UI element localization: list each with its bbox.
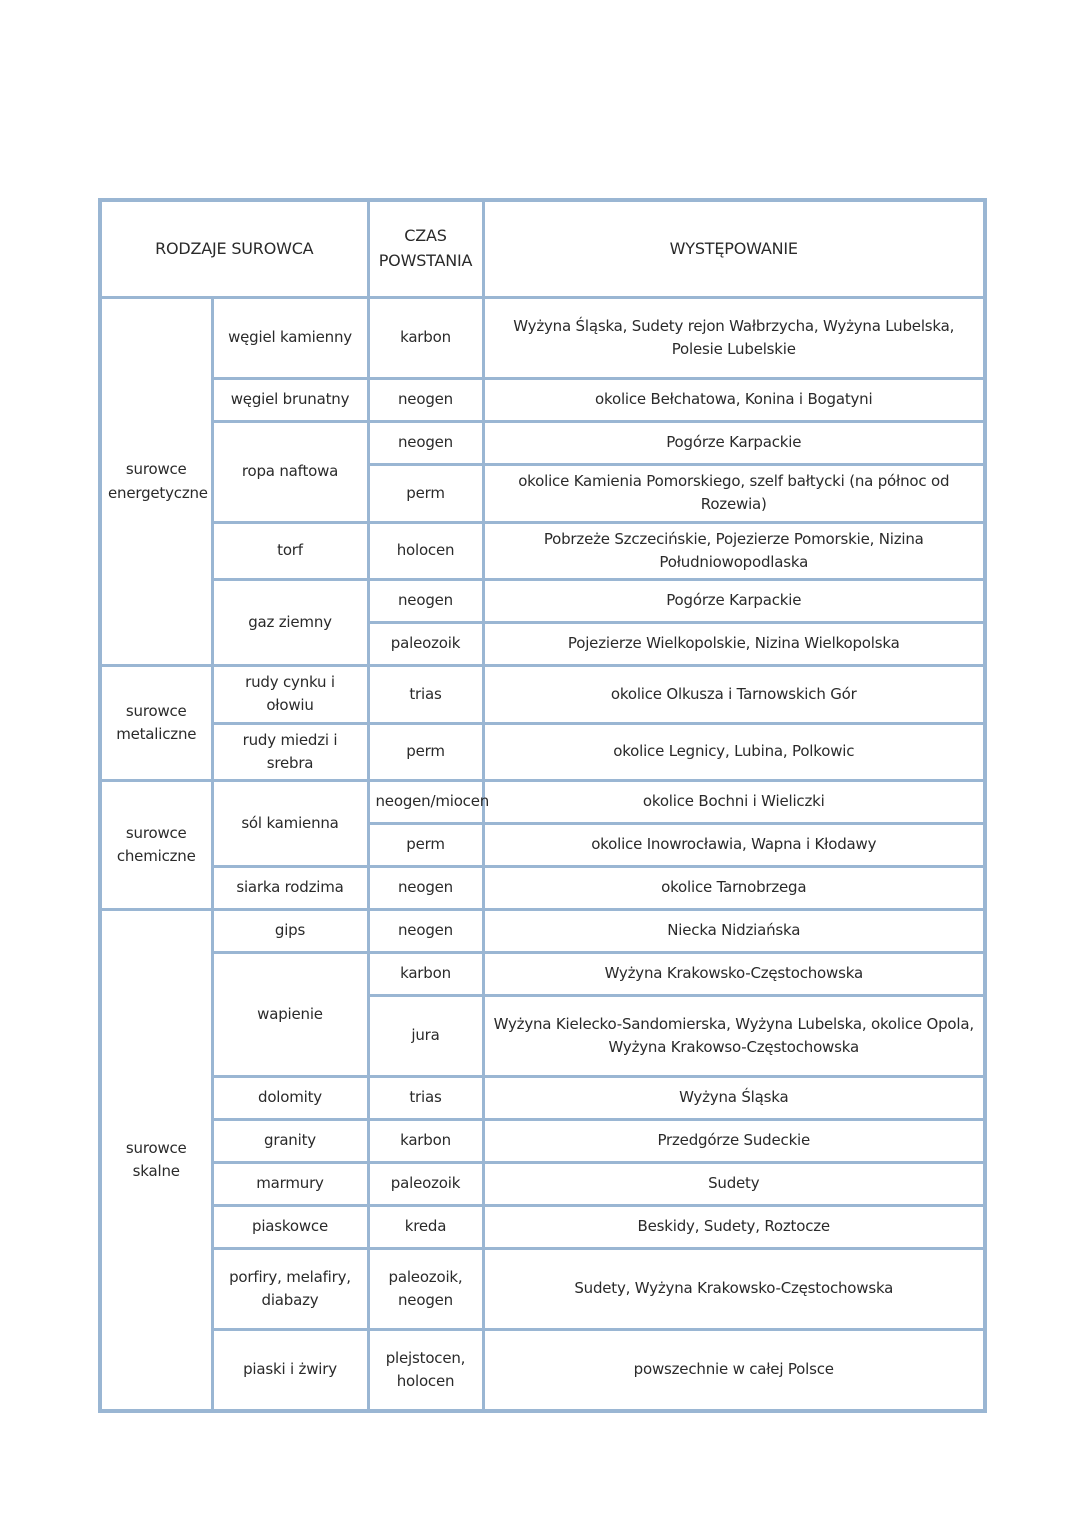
header-row <box>100 200 985 298</box>
table-row <box>100 422 985 465</box>
occurrence: okolice Bełchatowa, Konina i Bogatyni <box>483 379 985 422</box>
formation-time: trias <box>368 1077 483 1120</box>
category-metallic: surowce metaliczne <box>100 666 212 781</box>
table-row <box>100 522 985 580</box>
occurrence: powszechnie w całej Polsce <box>483 1330 985 1412</box>
table-row <box>100 298 985 379</box>
table-row <box>100 1163 985 1206</box>
occurrence: Pobrzeże Szczecińskie, Pojezierze Pomorskie, Nizina Południowopodlaska <box>483 522 985 580</box>
mineral-name: ropa naftowa <box>212 422 368 523</box>
occurrence: Pojezierze Wielkopolskie, Nizina Wielkopolska <box>483 623 985 666</box>
formation-time: jura <box>368 996 483 1077</box>
table-row <box>100 953 985 996</box>
occurrence: Wyżyna Śląska, Sudety rejon Wałbrzycha, Wyżyna Lubelska, Polesie Lubelskie <box>483 298 985 379</box>
table-row <box>100 1330 985 1412</box>
table-row <box>100 379 985 422</box>
minerals-table-container <box>98 198 983 1413</box>
occurrence: Przedgórze Sudeckie <box>483 1120 985 1163</box>
occurrence: Sudety, Wyżyna Krakowsko-Częstochowska <box>483 1249 985 1330</box>
occurrence: okolice Kamienia Pomorskiego, szelf bałtycki (na północ od Rozewia) <box>483 465 985 523</box>
occurrence: okolice Tarnobrzega <box>483 867 985 910</box>
occurrence: Wyżyna Kielecko-Sandomierska, Wyżyna Lubelska, okolice Opola, Wyżyna Krakowso-Częstochowska <box>483 996 985 1077</box>
occurrence: Niecka Nidziańska <box>483 910 985 953</box>
mineral-name: węgiel kamienny <box>212 298 368 379</box>
formation-time: paleozoik, neogen <box>368 1249 483 1330</box>
occurrence: Beskidy, Sudety, Roztocze <box>483 1206 985 1249</box>
occurrence: Pogórze Karpackie <box>483 580 985 623</box>
formation-time: kreda <box>368 1206 483 1249</box>
mineral-name: gips <box>212 910 368 953</box>
category-chemical: surowce chemiczne <box>100 781 212 910</box>
mineral-name: porfiry, melafiry, diabazy <box>212 1249 368 1330</box>
mineral-name: węgiel brunatny <box>212 379 368 422</box>
table-row <box>100 1249 985 1330</box>
category-energy: surowce energetyczne <box>100 298 212 666</box>
category-rock: surowce skalne <box>100 910 212 1412</box>
mineral-name: torf <box>212 522 368 580</box>
formation-time: neogen/miocen <box>368 781 483 824</box>
table-row <box>100 723 985 781</box>
formation-time: neogen <box>368 910 483 953</box>
mineral-name: rudy miedzi i srebra <box>212 723 368 781</box>
formation-time: paleozoik <box>368 1163 483 1206</box>
formation-time: karbon <box>368 298 483 379</box>
formation-time: paleozoik <box>368 623 483 666</box>
formation-time: perm <box>368 723 483 781</box>
header-occurrence: WYSTĘPOWANIE <box>483 200 985 298</box>
occurrence: Wyżyna Śląska <box>483 1077 985 1120</box>
formation-time: trias <box>368 666 483 724</box>
minerals-table <box>98 198 987 1413</box>
formation-time: neogen <box>368 867 483 910</box>
occurrence: Pogórze Karpackie <box>483 422 985 465</box>
table-row <box>100 781 985 824</box>
table-row <box>100 1120 985 1163</box>
formation-time: perm <box>368 465 483 523</box>
table-row <box>100 1077 985 1120</box>
table-row <box>100 867 985 910</box>
occurrence: okolice Legnicy, Lubina, Polkowic <box>483 723 985 781</box>
formation-time: perm <box>368 824 483 867</box>
mineral-name: piaski i żwiry <box>212 1330 368 1412</box>
occurrence: Wyżyna Krakowsko-Częstochowska <box>483 953 985 996</box>
formation-time: neogen <box>368 422 483 465</box>
header-time: CZAS POWSTANIA <box>368 200 483 298</box>
mineral-name: siarka rodzima <box>212 867 368 910</box>
occurrence: okolice Bochni i Wieliczki <box>483 781 985 824</box>
formation-time: karbon <box>368 953 483 996</box>
mineral-name: gaz ziemny <box>212 580 368 666</box>
table-row <box>100 580 985 623</box>
formation-time: holocen <box>368 522 483 580</box>
mineral-name: wapienie <box>212 953 368 1077</box>
table-row <box>100 1206 985 1249</box>
mineral-name: rudy cynku i ołowiu <box>212 666 368 724</box>
mineral-name: marmury <box>212 1163 368 1206</box>
formation-time: neogen <box>368 379 483 422</box>
formation-time: neogen <box>368 580 483 623</box>
mineral-name: piaskowce <box>212 1206 368 1249</box>
mineral-name: sól kamienna <box>212 781 368 867</box>
occurrence: okolice Inowrocławia, Wapna i Kłodawy <box>483 824 985 867</box>
occurrence: okolice Olkusza i Tarnowskich Gór <box>483 666 985 724</box>
table-row <box>100 910 985 953</box>
mineral-name: dolomity <box>212 1077 368 1120</box>
formation-time: plejstocen, holocen <box>368 1330 483 1412</box>
occurrence: Sudety <box>483 1163 985 1206</box>
table-row <box>100 666 985 724</box>
mineral-name: granity <box>212 1120 368 1163</box>
formation-time: karbon <box>368 1120 483 1163</box>
header-type: RODZAJE SUROWCA <box>100 200 368 298</box>
